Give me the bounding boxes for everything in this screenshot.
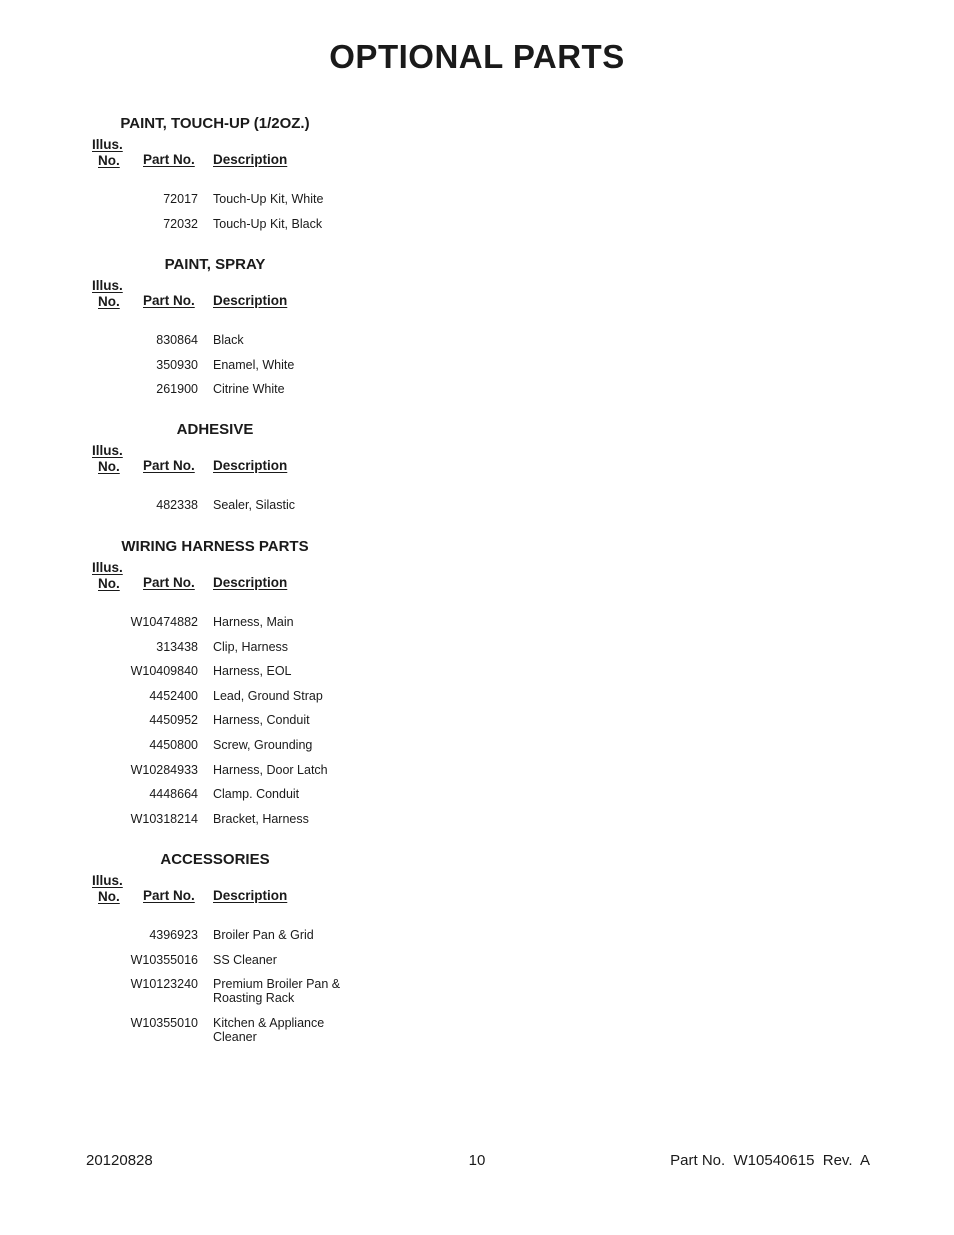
part-number: W10355010	[130, 1016, 198, 1031]
part-description: Lead, Ground Strap	[213, 688, 323, 703]
part-description: Premium Broiler Pan & Roasting Rack	[213, 977, 341, 1006]
part-number: 72032	[163, 216, 198, 231]
part-description: Touch-Up Kit, Black	[213, 216, 323, 231]
part-description: Bracket, Harness	[213, 811, 309, 826]
illus-no-header: Illus. No.	[92, 560, 123, 591]
part-description: Kitchen & Appliance Cleaner	[213, 1016, 325, 1045]
part-description: Sealer, Silastic	[213, 498, 295, 512]
description-header: Description	[213, 888, 288, 903]
part-description: Citrine White	[213, 382, 285, 397]
part-number: W10474882	[130, 615, 198, 629]
part-description: Clip, Harness	[213, 639, 289, 654]
part-number: 4450800	[149, 737, 198, 752]
part-description: Screw, Grounding	[213, 737, 313, 752]
description-header: Description	[213, 458, 288, 473]
part-description: SS Cleaner	[213, 952, 277, 967]
part-number: 4448664	[149, 787, 198, 802]
description-header: Description	[213, 575, 288, 590]
footer-document-part-no: Part No. W10540615 Rev. A	[670, 1152, 870, 1169]
page-title: OPTIONAL PARTS	[329, 38, 625, 75]
part-number: 830864	[156, 333, 198, 347]
part-number: W10355016	[130, 952, 198, 967]
part-description: Touch-Up Kit, White	[213, 192, 324, 206]
part-number: 4396923	[149, 928, 198, 942]
part-number: 313438	[156, 639, 198, 654]
part-description: Clamp. Conduit	[213, 787, 300, 802]
section-title: ACCESSORIES	[160, 851, 270, 868]
footer-page-number: 10	[468, 1152, 486, 1169]
part-number: 261900	[156, 382, 198, 397]
part-number: W10284933	[130, 762, 198, 777]
section-title: PAINT, SPRAY	[164, 256, 266, 273]
section-title: PAINT, TOUCH-UP (1/2OZ.)	[120, 115, 310, 132]
part-description: Harness, Door Latch	[213, 762, 328, 777]
part-no-header: Part No.	[143, 888, 195, 903]
section-title: ADHESIVE	[176, 421, 254, 438]
part-number: 72017	[163, 192, 198, 206]
description-header: Description	[213, 152, 288, 167]
part-description: Black	[213, 333, 244, 347]
illus-no-header: Illus. No.	[92, 873, 123, 904]
part-no-header: Part No.	[143, 458, 195, 473]
part-number: 350930	[156, 357, 198, 372]
part-number: W10318214	[130, 811, 198, 826]
illus-no-header: Illus. No.	[92, 278, 123, 309]
part-no-header: Part No.	[143, 152, 195, 167]
part-no-header: Part No.	[143, 575, 195, 590]
section-title: WIRING HARNESS PARTS	[121, 538, 309, 555]
part-description: Harness, Main	[213, 615, 294, 629]
part-number: W10123240	[130, 977, 198, 992]
part-description: Harness, Conduit	[213, 713, 310, 728]
part-description: Enamel, White	[213, 357, 295, 372]
part-number: W10409840	[130, 664, 198, 679]
illus-no-header: Illus. No.	[92, 137, 123, 168]
part-number: 4450952	[149, 713, 198, 728]
illus-no-header: Illus. No.	[92, 443, 123, 474]
footer-date: 20120828	[86, 1152, 153, 1169]
part-description: Broiler Pan & Grid	[213, 928, 314, 942]
part-number: 4452400	[149, 688, 198, 703]
part-description: Harness, EOL	[213, 664, 292, 679]
description-header: Description	[213, 293, 288, 308]
part-number: 482338	[156, 498, 198, 512]
part-no-header: Part No.	[143, 293, 195, 308]
